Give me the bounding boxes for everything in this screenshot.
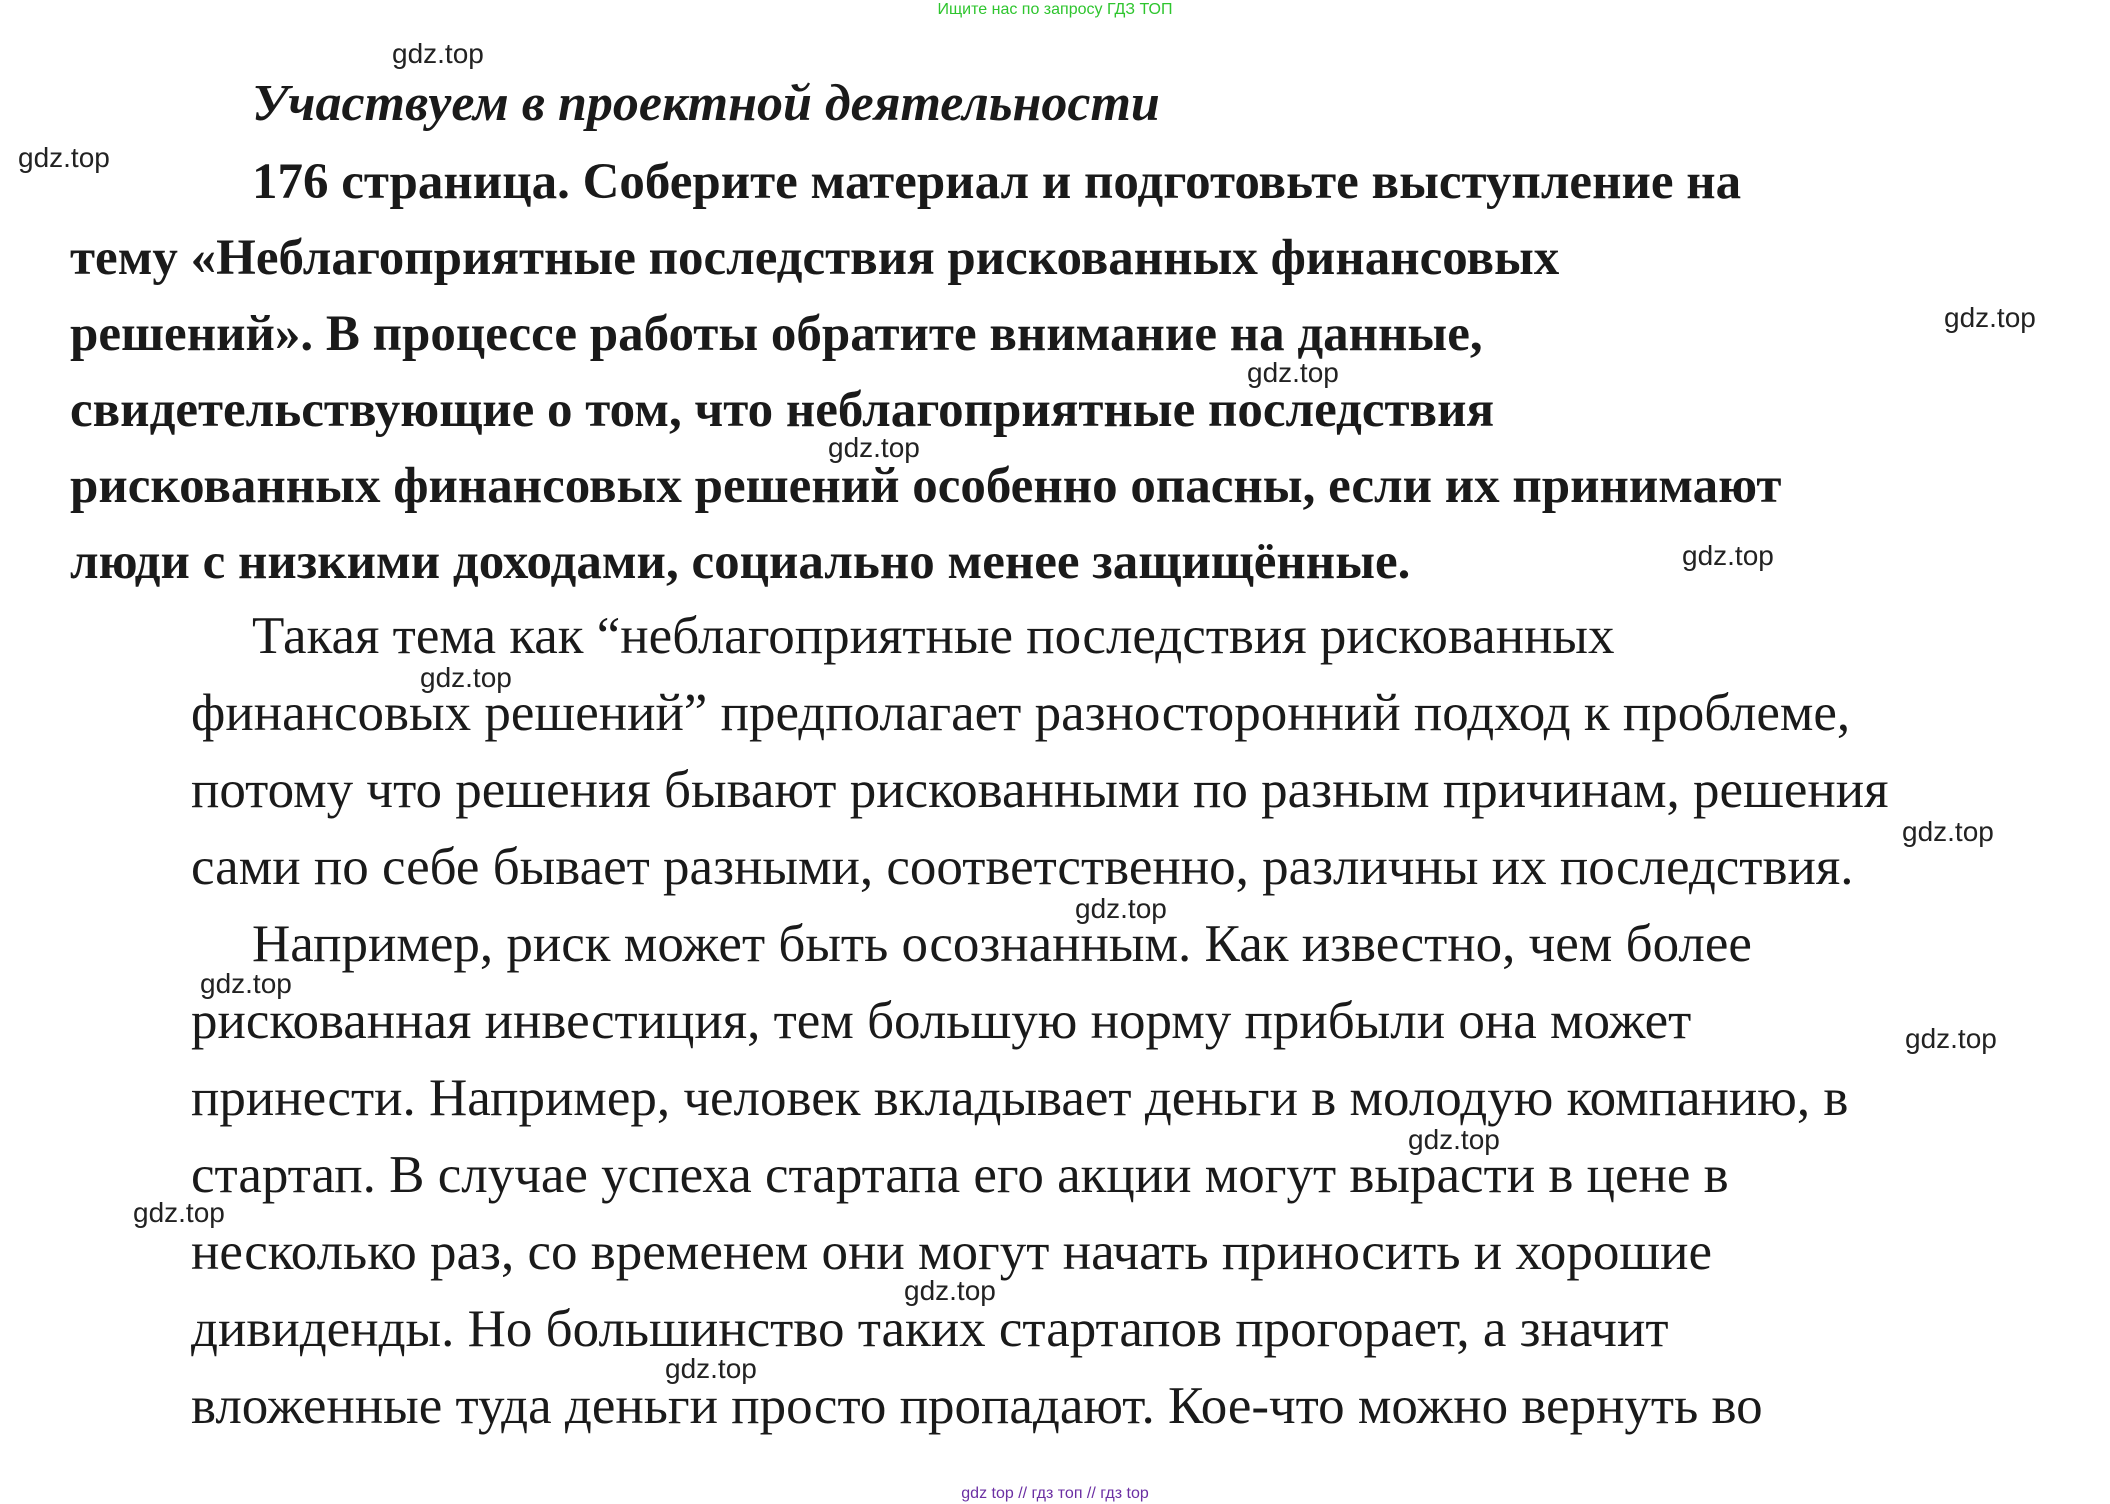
watermark: gdz.top bbox=[1944, 302, 2036, 333]
watermark: gdz.top bbox=[18, 142, 110, 173]
footer-links[interactable]: gdz top // гдз топ // гдз top bbox=[961, 1485, 1149, 1502]
watermark: gdz.top bbox=[1902, 816, 1994, 847]
watermark: gdz.top bbox=[1075, 893, 1167, 924]
answer-line: потому что решения бывают рискованными по разным причинам, решения bbox=[191, 761, 1889, 819]
watermark: gdz.top bbox=[392, 38, 484, 69]
answer-line: Например, риск может быть осознанным. Как известно, чем более bbox=[252, 915, 1752, 973]
answer-line: дивиденды. Но большинство таких стартапов прогорает, а значит bbox=[191, 1300, 1669, 1358]
answer-line: рискованная инвестиция, тем большую норму прибыли она может bbox=[191, 992, 1692, 1050]
task-line: тему «Неблагоприятные последствия рискованных финансовых bbox=[70, 230, 1560, 286]
watermark: gdz.top bbox=[1682, 540, 1774, 571]
watermark: gdz.top bbox=[1905, 1023, 1997, 1054]
task-line: люди с низкими доходами, социально менее защищённые. bbox=[70, 534, 1411, 590]
watermark: gdz.top bbox=[1408, 1124, 1500, 1155]
watermark: gdz.top bbox=[665, 1353, 757, 1384]
watermark: gdz.top bbox=[133, 1197, 225, 1228]
task-line: рискованных финансовых решений особенно опасны, если их принимают bbox=[70, 458, 1782, 514]
top-banner[interactable]: Ищите нас по запросу ГДЗ ТОП bbox=[937, 1, 1173, 18]
answer-line: стартап. В случае успеха стартапа его акции могут вырасти в цене в bbox=[191, 1146, 1729, 1204]
answer-line: принести. Например, человек вкладывает деньги в молодую компанию, в bbox=[191, 1069, 1849, 1127]
section-heading: Участвуем в проектной деятельности bbox=[252, 75, 1160, 132]
task-line: свидетельствующие о том, что неблагоприятные последствия bbox=[70, 382, 1495, 438]
task-line: 176 страница. Соберите материал и подготовьте выступление на bbox=[252, 154, 1742, 210]
watermark: gdz.top bbox=[1247, 357, 1339, 388]
watermark: gdz.top bbox=[420, 662, 512, 693]
task-line: решений». В процессе работы обратите внимание на данные, bbox=[70, 306, 1483, 362]
answer-line: вложенные туда деньги просто пропадают. Кое-что можно вернуть во bbox=[191, 1377, 1763, 1435]
watermark: gdz.top bbox=[200, 968, 292, 999]
answer-line: Такая тема как “неблагоприятные последствия рискованных bbox=[252, 607, 1615, 665]
watermark: gdz.top bbox=[828, 432, 920, 463]
answer-line: сами по себе бывает разными, соответственно, различны их последствия. bbox=[191, 838, 1854, 896]
answer-line: несколько раз, со временем они могут начать приносить и хорошие bbox=[191, 1223, 1713, 1281]
watermark: gdz.top bbox=[904, 1275, 996, 1306]
answer-line: финансовых решений” предполагает разносторонний подход к проблеме, bbox=[191, 684, 1851, 742]
